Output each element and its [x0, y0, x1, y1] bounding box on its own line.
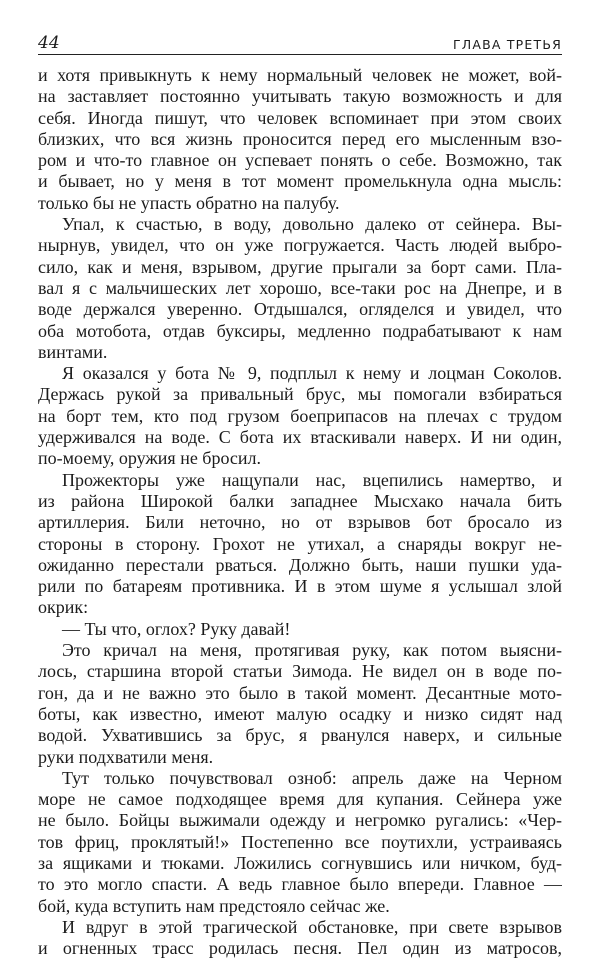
text-line: близких, что вся жизнь проносится перед его мысленным взо-: [38, 128, 562, 149]
text-line: рили по батареям противника. И в этом шуме я услышал злой: [38, 576, 562, 597]
text-line: то это могло спасти. А ведь главное было впереди. Главное —: [38, 874, 562, 895]
text-line: из района Широкой балки западнее Мысхако начала бить: [38, 490, 562, 511]
body-text: [38, 65, 562, 959]
running-header: [38, 30, 562, 55]
text-line: удерживался на воде. С бота их втаскивали наверх. И ни один,: [38, 427, 562, 448]
chapter-title: ГЛАВА ТРЕТЬЯ: [452, 37, 562, 52]
text-line: и хотя привыкнуть к нему нормальный человек не может, вой-: [38, 65, 562, 85]
page-number: 44: [38, 33, 60, 53]
text-line: и огненных трасс родилась песня. Пел один из матросов,: [38, 938, 562, 959]
text-line: вал я с мальчишеских лет хорошо, все-таки рос на Днепре, и в: [38, 277, 562, 298]
text-line: бой, куда вступить нам предстояло сейчас же.: [38, 895, 390, 916]
text-line: Держась рукой за привальный брус, мы помогали взбираться: [38, 384, 562, 405]
text-line: Тут только почувствовал озноб: апрель даже на Черном: [62, 767, 562, 788]
book-page: [38, 30, 562, 959]
text-line: — Ты что, оглох? Руку давай!: [62, 618, 291, 639]
text-line: Упал, к счастью, в воду, довольно далеко от сейнера. Вы-: [62, 214, 562, 235]
text-line: Это кричал на меня, протягивая руку, как потом выясни-: [62, 640, 562, 661]
text-line: и бывает, но у меня в тот момент промелькнула одна мысль:: [38, 171, 562, 192]
text-line: не было. Бойцы выжимали одежду и негромко ругались: «Чер-: [38, 810, 562, 831]
text-line: водой. Ухватившись за брус, я рванулся наверх, и сильные: [38, 725, 562, 746]
text-line: на заставляет постоянно учитывать такую возможность и для: [38, 86, 562, 107]
text-line: лось, старшина второй статьи Зимода. Не видел он в воде по-: [38, 661, 562, 682]
text-line: Я оказался у бота № 9, подплыл к нему и лоцман Соколов.: [62, 363, 562, 384]
text-line: боты, как известно, имеют малую осадку и низко сидят над: [38, 703, 562, 724]
text-line: артиллерия. Били неточно, но от взрывов бот бросало из: [38, 512, 562, 533]
text-line: стороны в сторону. Грохот не утихал, а снаряды вокруг не-: [38, 533, 562, 554]
text-line: И вдруг в этой трагической обстановке, при свете взрывов: [62, 916, 562, 937]
text-line: воде держался уверенно. Отдышался, огляделся и увидел, что: [38, 299, 562, 320]
text-line: окрик:: [38, 597, 89, 618]
text-line: себя. Иногда пишут, что человек вспоминает при этом своих: [38, 107, 562, 128]
text-line: винтами.: [38, 341, 108, 362]
text-line: руки подхватили меня.: [38, 746, 214, 767]
text-line: по-моему, оружия не бросил.: [38, 448, 262, 469]
text-line: ром и что-то главное он успевает понять о себе. Возможно, так: [38, 150, 562, 171]
text-line: гон, да и не важно это было в такой момент. Десантные мото-: [38, 682, 562, 703]
text-line: оба мотобота, отдав буксиры, медленно подрабатывают к нам: [38, 320, 562, 341]
text-line: море не самое подходящее время для купания. Сейнера уже: [38, 789, 562, 810]
text-line: ожиданно перестали рваться. Должно быть, наши пушки уда-: [38, 554, 562, 575]
text-line: Прожекторы уже нащупали нас, вцепились намертво, и: [62, 469, 562, 490]
text-line: нырнув, увидел, что он уже погружается. Часть людей выбро-: [38, 235, 562, 256]
text-line: только бы не упасть обратно на палубу.: [38, 192, 340, 213]
text-line: сило, как и меня, взрывом, другие прыгали за борт сами. Пла-: [38, 256, 562, 277]
text-line: за ящиками и тюками. Ложились согнувшись или ничком, буд-: [38, 852, 562, 873]
text-line: на борт тем, кто под грузом боеприпасов на плечах с трудом: [38, 405, 562, 426]
text-line: тов фриц, проклятый!» Постепенно все поутихли, устраиваясь: [38, 831, 562, 852]
